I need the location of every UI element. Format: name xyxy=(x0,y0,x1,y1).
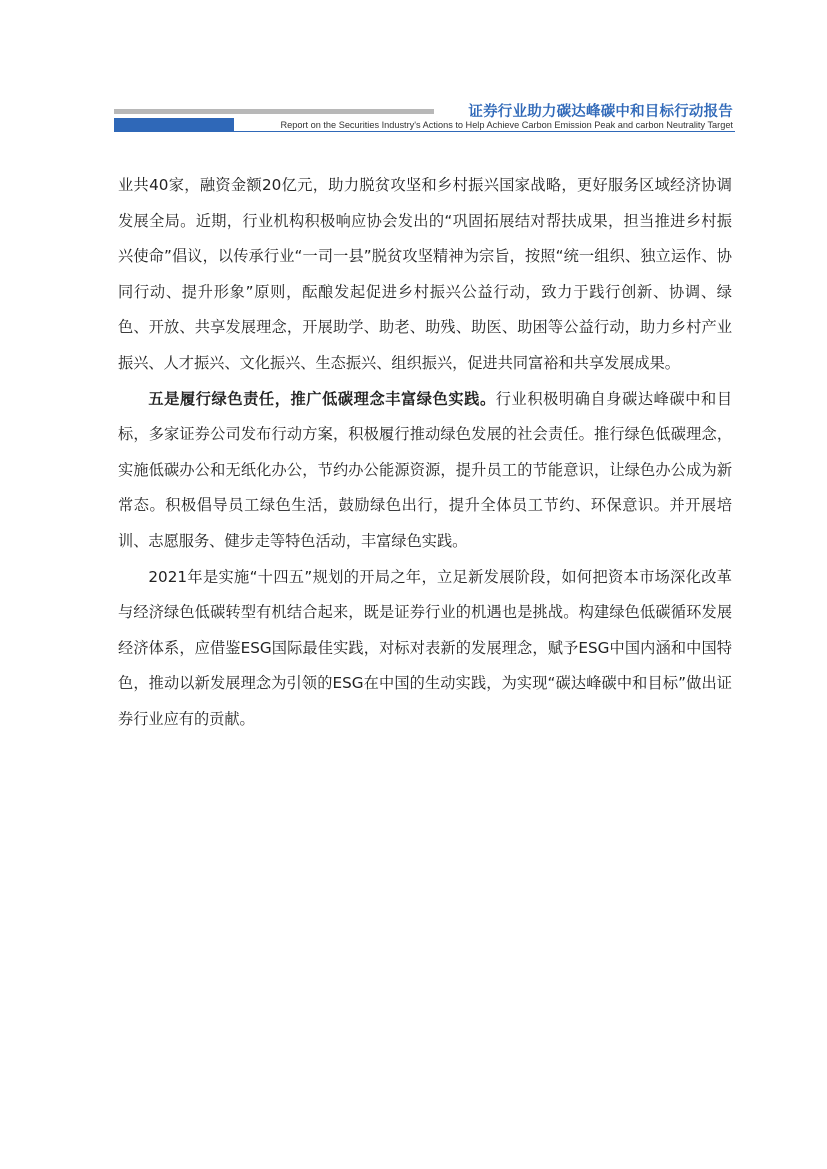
paragraph-esg-outlook: 2021年是实施“十四五”规划的开局之年，立足新发展阶段，如何把资本市场深化改革与经济绿色低碳转型有机结合起来，既是证券行业的机遇也是挑战。构建绿色低碳循环发展经济体系，应借鉴ESG国际最佳实践，对标对表新的发展理念，赋予ESG中国内涵和中国特色，推动以新发展理念为引领的ESG在中国的生动实践，为实现“碳达峰碳中和目标”做出证券行业应有的贡献。 xyxy=(118,567,732,728)
paragraph-green-responsibility-text: 行业积极明确自身碳达峰碳中和目标，多家证券公司发布行动方案，积极履行推动绿色发展的社会责任。推行绿色低碳理念，实施低碳办公和无纸化办公，节约办公能源资源，提升员工的节能意识，让绿色办公成为新常态。积极倡导员工绿色生活，鼓励绿色出行，提升全体员工节约、环保意识。并开展培训、志愿服务、健步走等特色活动，丰富绿色实践。 xyxy=(118,389,733,550)
header-rule-line xyxy=(234,131,735,132)
paragraph-green-responsibility xyxy=(118,382,732,560)
document-body xyxy=(118,168,732,738)
header-gray-bar xyxy=(114,109,434,114)
paragraph-rural-revitalization: 业共40家，融资金额20亿元，助力脱贫攻坚和乡村振兴国家战略，更好服务区域经济协调发展全局。近期，行业机构积极响应协会发出的“巩固拓展结对帮扶成果，担当推进乡村振兴使命”倡议，以传承行业“一司一县”脱贫攻坚精神为宗旨，按照“统一组织、独立运作、协同行动、提升形象”原则，酝酿发起促进乡村振兴公益行动，致力于践行创新、协调、绿色、开放、共享发展理念，开展助学、助老、助残、助医、助困等公益行动，助力乡村产业振兴、人才振兴、文化振兴、生态振兴、组织振兴，促进共同富裕和共享发展成果。 xyxy=(118,176,732,372)
report-title-english: Report on the Securities Industry's Actions to Help Achieve Carbon Emission Peak and carbon Neutrality Target xyxy=(280,120,733,130)
page-header xyxy=(0,0,827,140)
report-title-chinese: 证券行业助力碳达峰碳中和目标行动报告 xyxy=(468,104,733,120)
paragraph-lead-heading: 五是履行绿色责任，推广低碳理念丰富绿色实践。 xyxy=(148,389,496,408)
header-blue-bar xyxy=(114,118,234,132)
